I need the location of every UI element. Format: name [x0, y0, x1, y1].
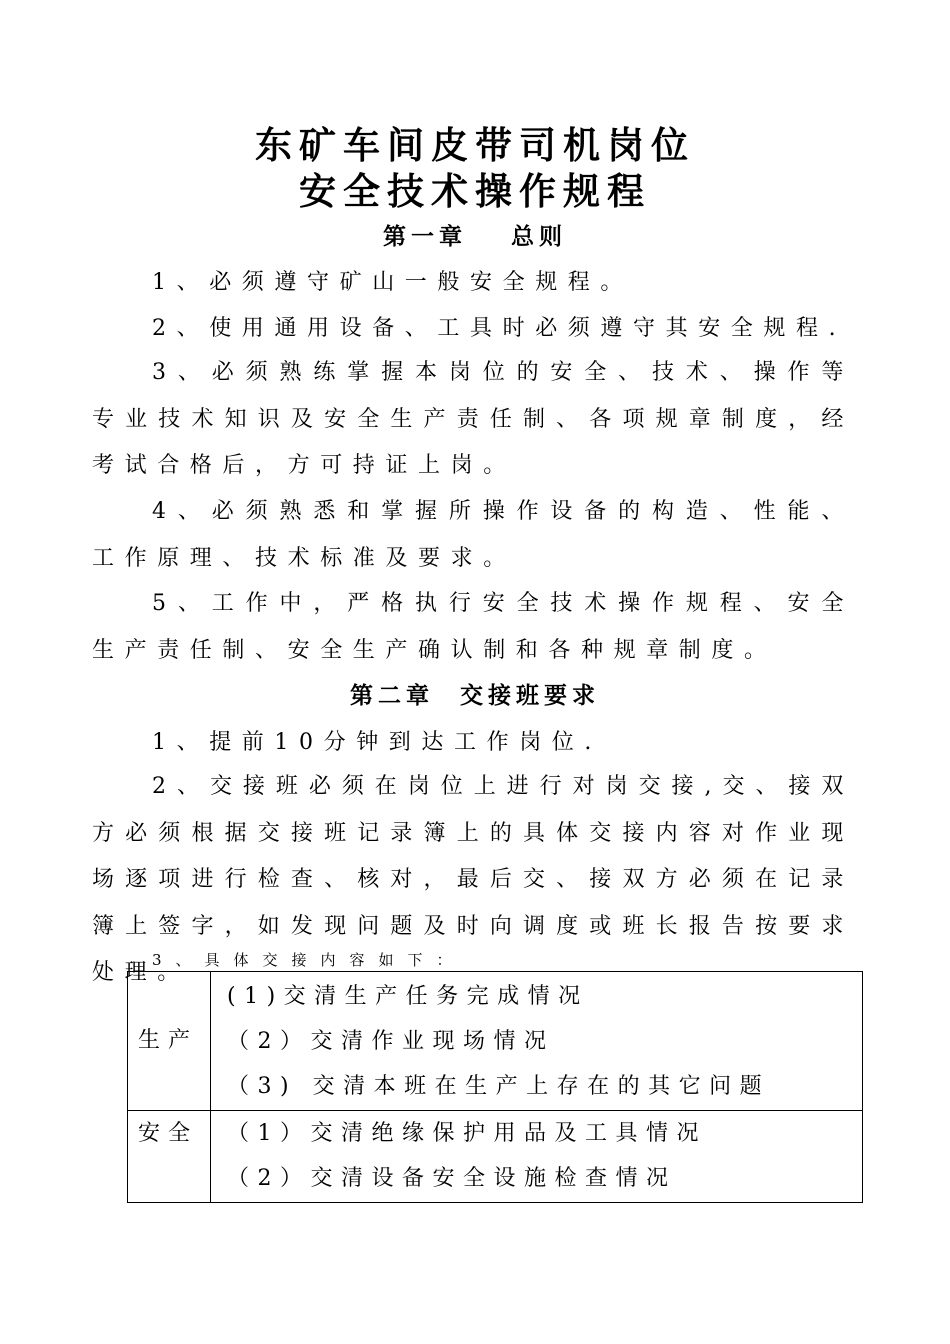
chapter-2-name: 交接班要求: [460, 683, 600, 709]
document-title-line-2: 安全技术操作规程: [299, 170, 651, 213]
list-item: （2）交清作业现场情况: [227, 1029, 555, 1054]
chapter-1-item-1: 1、必须遵守矿山一般安全规程。: [152, 270, 633, 295]
chapter-2-heading: [0, 681, 950, 711]
category-label: 生产: [138, 1028, 199, 1053]
list-item: （3) 交清本班在生产上存在的其它问题: [227, 1074, 771, 1099]
category-cell: [128, 1111, 211, 1203]
chapter-1-item-5: 5、工作中，严格执行安全技术操作规程、安全生产责任制、安全生产确认制和各种规章制度。: [92, 591, 854, 663]
handover-content-table: [127, 971, 863, 1203]
chapter-1-item-3: 3、必须熟练掌握本岗位的安全、技术、操作等专业技术知识及安全生产责任制、各项规章制度，经考试合格后，方可持证上岗。: [92, 360, 854, 478]
chapter-1-item-4: 4、必须熟悉和掌握所操作设备的构造、性能、工作原理、技术标准及要求。: [92, 499, 854, 571]
list-item: （1）交清绝缘保护用品及工具情况: [227, 1121, 707, 1146]
chapter-2-item-3-heading: 3、具体交接内容如下：: [152, 951, 466, 969]
items-cell: [211, 972, 863, 1111]
chapter-2-number: 第二章: [350, 683, 434, 709]
chapter-1-name: 总则: [511, 224, 567, 250]
chapter-2-item-2: 2、交接班必须在岗位上进行对岗交接,交、接双方必须根据交接班记录簿上的具体交接内容对作业现场逐项进行检查、核对，最后交、接双方必须在记录簿上签字，如发现问题及时向调度或班长报告按要求处理。: [92, 774, 854, 985]
chapter-1-number: 第一章: [383, 224, 467, 250]
category-label: 安全: [138, 1121, 199, 1146]
list-item: (1)交清生产任务完成情况: [227, 984, 589, 1009]
category-cell: [128, 972, 211, 1111]
items-cell: [211, 1111, 863, 1203]
document-title-line-1: 东矿车间皮带司机岗位: [255, 124, 695, 167]
chapter-1-item-2: 2、使用通用设备、工具时必须遵守其安全规程.: [152, 316, 847, 341]
chapter-2-item-1: 1、提前10分钟到达工作岗位.: [152, 730, 602, 755]
table-row: [128, 972, 863, 1111]
table-row: [128, 1111, 863, 1203]
chapter-1-heading: [0, 222, 950, 252]
list-item: （2）交清设备安全设施检查情况: [227, 1166, 677, 1191]
